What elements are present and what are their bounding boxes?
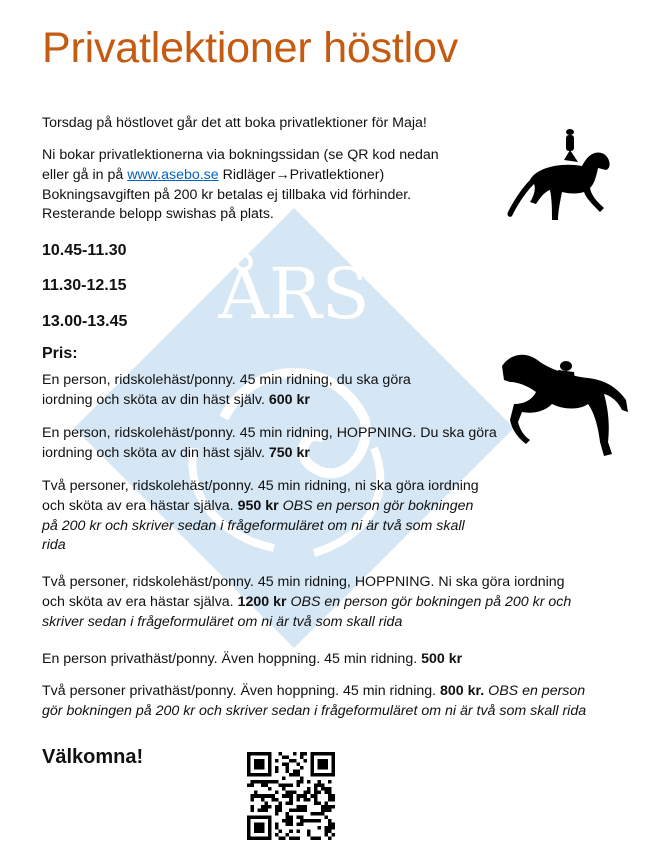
price-amount: 1200 kr (237, 593, 287, 610)
price-description: En person, ridskolehäst/ponny. 45 min ridning, du ska göra iordning och sköta av din häst själv. (42, 372, 411, 408)
price-note: OBS en person gör bokningen på 200 kr och skriver sedan i frågeformuläret om ni är två som skall rida (42, 497, 474, 554)
booking-path-suffix: Privatlektioner) (289, 166, 385, 183)
asebo-link[interactable]: www.asebo.se (127, 166, 219, 183)
price-note: OBS en person gör bokningen på 200 kr och skriver sedan i frågeformuläret om ni är två som skall rida (42, 593, 572, 630)
price-description: Två personer, ridskolehäst/ponny. 45 min ridning, HOPPNING. Ni ska göra iordning och sköta av era hästar själva. (42, 574, 565, 610)
booking-line-3: Bokningsavgiften på 200 kr betalas ej tillbaka vid förhinder. (42, 186, 412, 203)
intro-text: Torsdag på höstlovet går det att boka privatlektioner för Maja! (42, 115, 427, 131)
price-item (42, 682, 587, 722)
price-amount: 750 kr (268, 444, 310, 461)
time-slot: 10.45-11.30 (42, 242, 127, 259)
price-item (42, 371, 462, 411)
price-description: En person, ridskolehäst/ponny. 45 min ridning, HOPPNING. Du ska göra iordning och sköta av din häst själv. (42, 425, 497, 461)
price-item (42, 650, 602, 670)
prices-heading: Pris: (42, 345, 78, 362)
booking-line-4: Resterande belopp swishas på plats. (42, 206, 274, 223)
price-amount: 600 kr (268, 391, 310, 408)
price-amount: 800 kr. (440, 683, 485, 699)
booking-line-2-prefix: eller gå in på (42, 166, 128, 183)
welcome-text: Välkomna! (42, 746, 144, 768)
price-description: Två personer, ridskolehäst/ponny. 45 min ridning, ni ska göra iordning och sköta av era hästar själva. (42, 478, 479, 514)
jumping-horse-icon (500, 346, 632, 464)
price-description: Två personer privathäst/ponny. Även hoppning. 45 min ridning. (42, 683, 437, 699)
time-slot: 13.00-13.45 (42, 313, 128, 330)
qr-code[interactable] (247, 752, 335, 840)
booking-path: Ridläger (218, 166, 276, 183)
dressage-horse-icon (500, 128, 625, 228)
price-note: OBS en person gör bokningen på 200 kr och skriver sedan i frågeformuläret om ni är två som skall rida (42, 683, 587, 719)
price-item (42, 573, 587, 632)
booking-info (42, 146, 439, 225)
booking-line-1: Ni bokar privatlektionerna via bokningssidan (se QR kod nedan (42, 147, 439, 163)
page-title: Privatlektioner höstlov (42, 24, 459, 72)
logo-letters: ÅRS (218, 253, 370, 335)
price-description: En person privathäst/ponny. Även hoppning. 45 min ridning. (42, 651, 418, 667)
price-amount: 950 kr (237, 497, 279, 514)
time-slot: 11.30-12.15 (42, 277, 127, 294)
price-item (42, 477, 482, 556)
price-amount: 500 kr (421, 651, 463, 667)
arrow-right-icon: → (275, 166, 290, 183)
price-item (42, 424, 497, 464)
